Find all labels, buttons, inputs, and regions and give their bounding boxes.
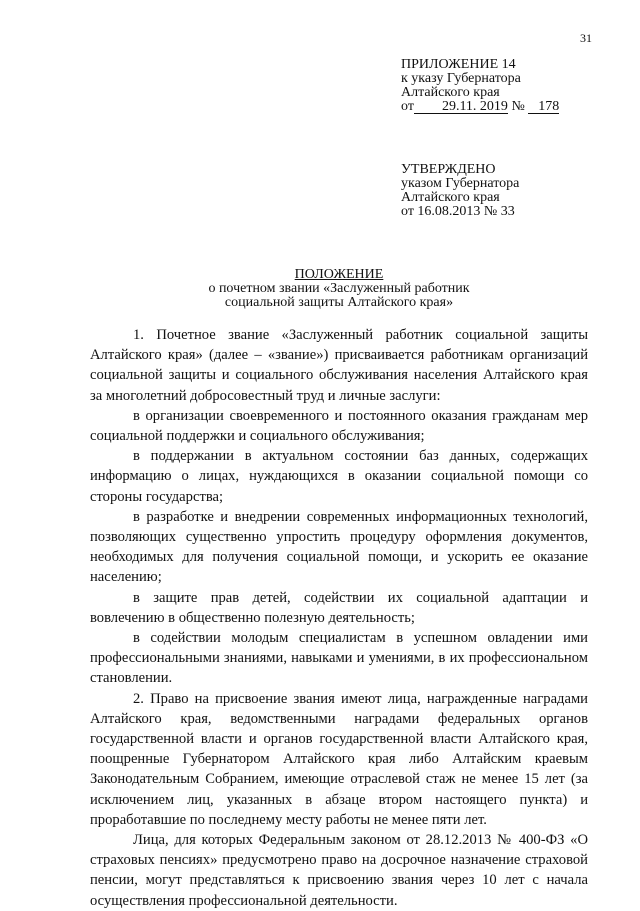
appendix-line-1: к указу Губернатора: [401, 71, 521, 86]
approved-line-3: от 16.08.2013 № 33: [401, 204, 515, 219]
regulation-subtitle-2: социальной защиты Алтайского края»: [224, 295, 454, 310]
paragraph: в содействии молодым специалистам в успешном овладении ими профессиональными знаниями, навыками и умениями, в их профессиональном становлении.: [90, 630, 588, 687]
approved-line-2: Алтайского края: [401, 190, 500, 205]
paragraph: в поддержании в актуальном состоянии баз данных, содержащих информацию о лицах, нуждающихся в оказании социальной помощи со стороны государства;: [90, 448, 588, 505]
approved-line-1: указом Губернатора: [401, 176, 520, 191]
date-prefix: от: [401, 99, 414, 114]
number-prefix: №: [511, 99, 525, 114]
number-value: 178: [528, 100, 559, 114]
regulation-title: ПОЛОЖЕНИЕ: [294, 267, 384, 282]
paragraph: 2. Право на присвоение звания имеют лица, награжденные наградами Алтайского края, ведомственными наградами федеральных органов государственной власти и органов государственной власти Алтайского края, поощренные Губернатором Алтайского края либо Алтайским краевым Законодательным Собранием, имеющие отраслевой стаж не менее 15 лет (за исключением лиц, указанных в абзаце втором настоящего пункта) и проработавшие по последнему месту работы не менее пяти лет.: [90, 690, 588, 828]
approved-title: УТВЕРЖДЕНО: [401, 162, 496, 177]
page-number: 31: [580, 31, 592, 45]
paragraph: в защите прав детей, содействии их социальной адаптации и вовлечению в общественно полезную деятельность;: [90, 589, 588, 626]
paragraph: Лица, для которых Федеральным законом от 28.12.2013 № 400-ФЗ «О страховых пенсиях» предусмотрено право на досрочное назначение страховой пенсии, могут представляться к присвоению звания через 10 лет с начала осуществления профессиональной деятельности.: [90, 832, 588, 909]
paragraph: 1. Почетное звание «Заслуженный работник социальной защиты Алтайского края» (далее – «звание») присваивается работникам организаций социальной защиты и социального обслуживания населения Алтайского края за многолетний добросовестный труд и личные заслуги:: [90, 327, 588, 404]
date-value: 29.11. 2019: [414, 100, 508, 114]
appendix-date-line: [401, 100, 559, 114]
appendix-title: ПРИЛОЖЕНИЕ 14: [401, 57, 516, 72]
paragraph: в организации своевременного и постоянного оказания гражданам мер социальной поддержки и социального обслуживания;: [90, 407, 588, 445]
regulation-title-block: [90, 268, 588, 310]
approved-block: [401, 163, 519, 219]
regulation-subtitle-1: о почетном звании «Заслуженный работник: [208, 281, 470, 296]
appendix-block: [401, 58, 559, 114]
appendix-line-2: Алтайского края: [401, 85, 500, 100]
paragraph: в разработке и внедрении современных информационных технологий, позволяющих существенно упростить процедуру оформления документов, необходимых для получения социальной помощи, и ускорить ее оказание населению;: [90, 508, 588, 586]
document-body: [90, 325, 588, 911]
